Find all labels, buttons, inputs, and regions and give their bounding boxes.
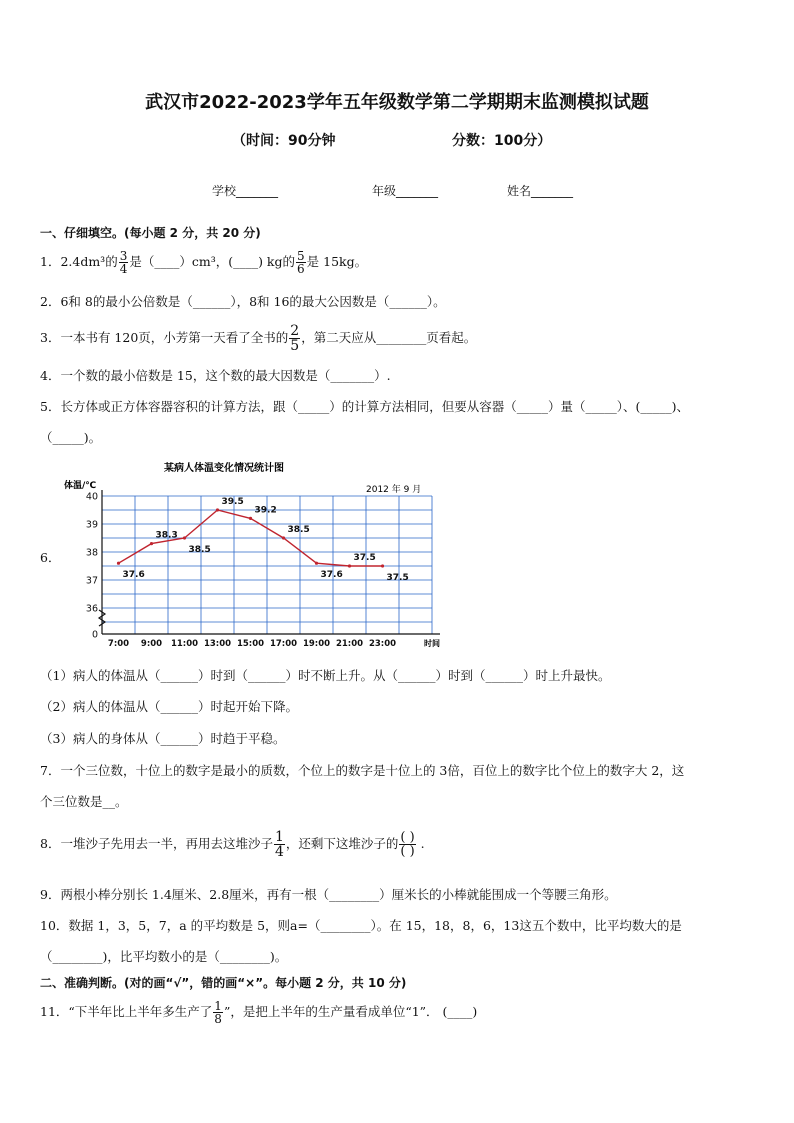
question-4: 4．一个数的最小倍数是 15，这个数的最大因数是（_______）. xyxy=(40,368,391,383)
data-point xyxy=(315,562,318,565)
x-tick-label: 11:00 xyxy=(170,639,199,649)
y-tick-label: 39 xyxy=(85,519,98,531)
q8-frac-num: 1 xyxy=(274,829,284,845)
question-2: 2．6和 8的最小公倍数是（______），8和 16的最大公因数是（______）。 xyxy=(40,294,446,309)
y-tick-label: 0 xyxy=(91,629,98,641)
q1-fraction-1 xyxy=(119,250,129,275)
data-label: 38.5 xyxy=(287,525,310,535)
x-tick-label: 13:00 xyxy=(203,639,232,649)
x-tick-label: 17:00 xyxy=(269,639,298,649)
question-11 xyxy=(40,1000,477,1025)
y-axis-label: 体温/℃ xyxy=(64,481,97,491)
q11-frac-num: 1 xyxy=(214,999,222,1013)
y-tick-label: 37 xyxy=(85,575,98,587)
data-point xyxy=(183,536,186,539)
data-point xyxy=(150,542,153,545)
y-tick-label: 38 xyxy=(85,547,98,559)
temperature-line-chart xyxy=(60,456,460,652)
x-tick-label: 21:00 xyxy=(335,639,364,649)
question-7-line-2: 个三位数是__。 xyxy=(40,794,128,809)
q11-frac-den: 8 xyxy=(214,1012,222,1026)
exam-score: 分数：100分） xyxy=(452,133,552,149)
q1-frac1-den: 4 xyxy=(119,262,128,276)
q1-text-a: 1．2.4dm³的 xyxy=(40,254,118,269)
q1-frac2-num: 5 xyxy=(297,249,305,263)
y-tick-label: 36 xyxy=(85,603,98,615)
data-label: 37.6 xyxy=(122,570,145,581)
q8-blank-num: ( ) xyxy=(400,830,415,845)
question-3 xyxy=(40,324,476,353)
exam-time: （时间：90分钟 xyxy=(232,133,336,149)
chart-title: 某病人体温变化情况统计图 xyxy=(164,463,284,474)
q1-frac1-num: 3 xyxy=(119,249,128,263)
q8-blank-fraction xyxy=(399,831,415,858)
x-tick-label: 15:00 xyxy=(236,639,265,649)
y-tick-label: 40 xyxy=(85,491,98,503)
q3-text-a: 3．一本书有 120页，小芳第一天看了全书的 xyxy=(40,330,289,345)
school-field: 学校_______ xyxy=(212,184,279,198)
q8-text-a: 8．一堆沙子先用去一半，再用去这堆沙子 xyxy=(40,836,273,851)
q3-frac-den: 5 xyxy=(290,338,300,354)
q8-text-c: . xyxy=(416,836,425,851)
data-point xyxy=(348,564,351,567)
q11-text-a: 11．“下半年比上半年多生产了 xyxy=(40,1004,213,1019)
data-label: 38.5 xyxy=(188,545,211,555)
question-10-line-1: 10．数据 1，3，5，7，a 的平均数是 5，则a=（________）。在 15，18，8，6，13这五个数中，比平均数大的是 xyxy=(40,918,682,933)
q1-frac2-den: 6 xyxy=(297,262,305,276)
x-tick-label: 7:00 xyxy=(107,639,130,649)
q3-frac-num: 2 xyxy=(290,323,300,339)
page-title: 武汉市2022-2023学年五年级数学第二学期期末监测模拟试题 xyxy=(145,92,649,113)
x-tick-label: 9:00 xyxy=(140,639,163,649)
data-point xyxy=(282,536,285,539)
question-5-line-1: 5．长方体或正方体容器容积的计算方法，跟（_____）的计算方法相同，但要从容器（_____）量（_____）、(_____)、 xyxy=(40,399,689,414)
data-point xyxy=(117,562,120,565)
question-7-line-1: 7．一个三位数，十位上的数字是最小的质数，个位上的数字是十位上的 3倍，百位上的数字比个位上的数字大 2，这 xyxy=(40,763,685,778)
question-6-part-3: （3）病人的身体从（______）时趋于平稳。 xyxy=(40,731,286,746)
q11-text-b: ”，是把上半年的生产量看成单位“1”． (____) xyxy=(223,1004,478,1019)
grade-field: 年级_______ xyxy=(372,184,439,198)
q3-fraction xyxy=(289,324,300,353)
q11-fraction xyxy=(213,1000,223,1025)
q3-text-b: ，第二天应从________页看起。 xyxy=(301,330,477,345)
q1-text-b: 是（____）cm³，(____) kg的 xyxy=(129,254,296,269)
data-point xyxy=(216,508,219,511)
data-label: 37.6 xyxy=(320,570,343,581)
question-10-line-2: （________)，比平均数小的是（________)。 xyxy=(40,949,288,964)
q8-text-b: ，还剩下这堆沙子的 xyxy=(285,836,399,851)
question-1 xyxy=(40,250,367,275)
section-1-heading: 一、仔细填空。(每小题 2 分，共 20 分) xyxy=(40,226,261,240)
question-6-part-2: （2）病人的体温从（______）时起开始下降。 xyxy=(40,699,298,714)
q8-frac-den: 4 xyxy=(274,844,284,860)
data-point xyxy=(249,517,252,520)
q8-blank-den: ( ) xyxy=(400,844,415,859)
data-label: 39.2 xyxy=(254,505,277,516)
data-label: 37.5 xyxy=(353,553,376,563)
x-tick-label: 23:00 xyxy=(368,639,397,649)
question-6-part-1: （1）病人的体温从（______）时到（______）时不断上升。从（______）时到（______）时上升最快。 xyxy=(40,668,611,683)
x-axis-label: 时间 xyxy=(424,639,440,648)
name-field: 姓名_______ xyxy=(507,184,574,198)
data-label: 38.3 xyxy=(155,530,178,541)
data-label: 37.5 xyxy=(386,573,409,583)
question-9: 9．两根小棒分别长 1.4厘米、2.8厘米，再有一根（________）厘米长的小棒就能围成一个等腰三角形。 xyxy=(40,887,617,902)
chart-date: 2012 年 9 月 xyxy=(366,485,422,495)
x-tick-label: 19:00 xyxy=(302,639,331,649)
section-2-heading: 二、准确判断。(对的画“√”，错的画“×”。每小题 2 分，共 10 分) xyxy=(40,976,407,990)
q1-fraction-2 xyxy=(296,250,306,275)
data-label: 39.5 xyxy=(221,497,244,507)
question-8 xyxy=(40,830,425,859)
q1-text-c: 是 15kg。 xyxy=(306,254,368,269)
data-point xyxy=(381,564,384,567)
q8-fraction xyxy=(274,830,285,859)
question-6-number: 6． xyxy=(40,550,61,565)
question-5-line-2: （_____)。 xyxy=(40,430,102,445)
